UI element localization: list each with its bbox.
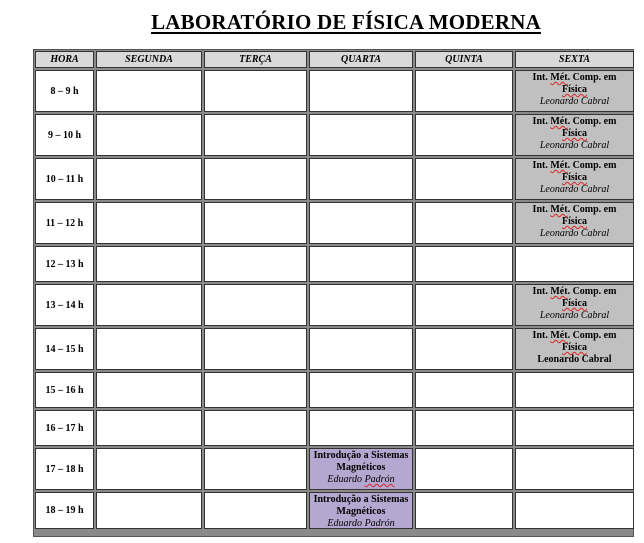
header-terca: TERÇA bbox=[204, 51, 307, 68]
schedule-cell bbox=[415, 492, 513, 529]
course-name-line2: Física bbox=[562, 216, 587, 227]
schedule-cell bbox=[515, 372, 634, 408]
schedule-cell bbox=[415, 448, 513, 490]
header-hora: HORA bbox=[35, 51, 94, 68]
schedule-cell bbox=[309, 410, 413, 446]
schedule-cell bbox=[309, 284, 413, 326]
schedule-cell bbox=[96, 372, 202, 408]
course-teacher: Leonardo Cabral bbox=[539, 228, 610, 239]
course-name-line1: Introdução a Sistemas bbox=[313, 494, 409, 505]
hour-cell: 13 – 14 h bbox=[35, 284, 94, 326]
hour-cell: 10 – 11 h bbox=[35, 158, 94, 200]
course-name-line1: Int. Mét. Comp. em bbox=[532, 330, 617, 341]
course-cell-sexta bbox=[515, 114, 634, 156]
course-name-line2: Magnéticos bbox=[336, 506, 386, 517]
schedule-cell bbox=[204, 158, 307, 200]
schedule-cell bbox=[415, 284, 513, 326]
header-quarta: QUARTA bbox=[309, 51, 413, 68]
schedule-cell bbox=[415, 246, 513, 282]
course-teacher: Eduardo Padrón bbox=[327, 518, 395, 529]
schedule-cell bbox=[96, 410, 202, 446]
schedule-cell bbox=[204, 372, 307, 408]
course-name-line1: Int. Mét. Comp. em bbox=[532, 286, 617, 297]
course-name-line2: Magnéticos bbox=[336, 462, 386, 473]
course-teacher: Leonardo Cabral bbox=[539, 184, 610, 195]
schedule-cell bbox=[309, 70, 413, 112]
course-teacher: Leonardo Cabral bbox=[539, 96, 610, 107]
header-quinta: QUINTA bbox=[415, 51, 513, 68]
page-title: LABORATÓRIO DE FÍSICA MODERNA bbox=[151, 10, 541, 34]
schedule-cell bbox=[204, 284, 307, 326]
course-name-line1: Int. Mét. Comp. em bbox=[532, 116, 617, 127]
schedule-cell bbox=[309, 372, 413, 408]
schedule-cell bbox=[309, 202, 413, 244]
schedule-cell bbox=[204, 448, 307, 490]
schedule-cell bbox=[415, 158, 513, 200]
course-cell-sexta bbox=[515, 158, 634, 200]
schedule-cell bbox=[96, 70, 202, 112]
course-cell-sexta bbox=[515, 328, 634, 370]
schedule-cell bbox=[515, 492, 634, 529]
schedule-cell bbox=[515, 448, 634, 490]
schedule-cell bbox=[415, 328, 513, 370]
hour-cell: 15 – 16 h bbox=[35, 372, 94, 408]
course-teacher: Leonardo Cabral bbox=[539, 310, 610, 321]
schedule-cell bbox=[309, 328, 413, 370]
hour-cell: 18 – 19 h bbox=[35, 492, 94, 529]
schedule-cell bbox=[415, 70, 513, 112]
hour-cell: 14 – 15 h bbox=[35, 328, 94, 370]
header-sexta: SEXTA bbox=[515, 51, 634, 68]
hour-cell: 9 – 10 h bbox=[35, 114, 94, 156]
schedule-cell bbox=[96, 284, 202, 326]
schedule-cell bbox=[309, 246, 413, 282]
course-teacher: Eduardo Padrón bbox=[327, 474, 395, 485]
schedule-cell bbox=[96, 448, 202, 490]
schedule-cell bbox=[204, 202, 307, 244]
hour-cell: 11 – 12 h bbox=[35, 202, 94, 244]
course-name-line2: Física bbox=[562, 298, 587, 309]
schedule-cell bbox=[204, 492, 307, 529]
schedule-table bbox=[33, 49, 634, 537]
header-segunda: SEGUNDA bbox=[96, 51, 202, 68]
course-name-line1: Int. Mét. Comp. em bbox=[532, 160, 617, 171]
course-name-line2: Física bbox=[562, 128, 587, 139]
schedule-cell bbox=[204, 328, 307, 370]
schedule-cell bbox=[204, 114, 307, 156]
course-cell-sexta bbox=[515, 70, 634, 112]
hour-cell: 16 – 17 h bbox=[35, 410, 94, 446]
schedule-cell bbox=[309, 158, 413, 200]
course-name-line1: Int. Mét. Comp. em bbox=[532, 72, 617, 83]
course-name-line1: Int. Mét. Comp. em bbox=[532, 204, 617, 215]
hour-cell: 17 – 18 h bbox=[35, 448, 94, 490]
schedule-cell bbox=[96, 202, 202, 244]
schedule-cell bbox=[204, 70, 307, 112]
schedule-cell bbox=[96, 492, 202, 529]
schedule-cell bbox=[204, 246, 307, 282]
schedule-cell bbox=[96, 328, 202, 370]
schedule-cell bbox=[415, 114, 513, 156]
schedule-cell bbox=[204, 410, 307, 446]
schedule-cell bbox=[415, 202, 513, 244]
schedule-cell bbox=[309, 114, 413, 156]
schedule-cell bbox=[415, 372, 513, 408]
course-name-line2: Física bbox=[562, 342, 587, 353]
course-teacher: Leonardo Cabral bbox=[539, 140, 610, 151]
course-cell-sexta bbox=[515, 202, 634, 244]
course-name-line2: Física bbox=[562, 84, 587, 95]
hour-cell: 12 – 13 h bbox=[35, 246, 94, 282]
course-cell-sexta bbox=[515, 284, 634, 326]
course-cell-quarta bbox=[309, 492, 413, 529]
course-name-line2: Física bbox=[562, 172, 587, 183]
course-cell-quarta bbox=[309, 448, 413, 490]
schedule-cell bbox=[96, 246, 202, 282]
schedule-cell bbox=[96, 158, 202, 200]
course-name-line1: Introdução a Sistemas bbox=[313, 450, 409, 461]
schedule-cell bbox=[415, 410, 513, 446]
course-teacher: Leonardo Cabral bbox=[537, 354, 612, 365]
hour-cell: 8 – 9 h bbox=[35, 70, 94, 112]
schedule-cell bbox=[96, 114, 202, 156]
schedule-cell bbox=[515, 410, 634, 446]
schedule-cell bbox=[515, 246, 634, 282]
